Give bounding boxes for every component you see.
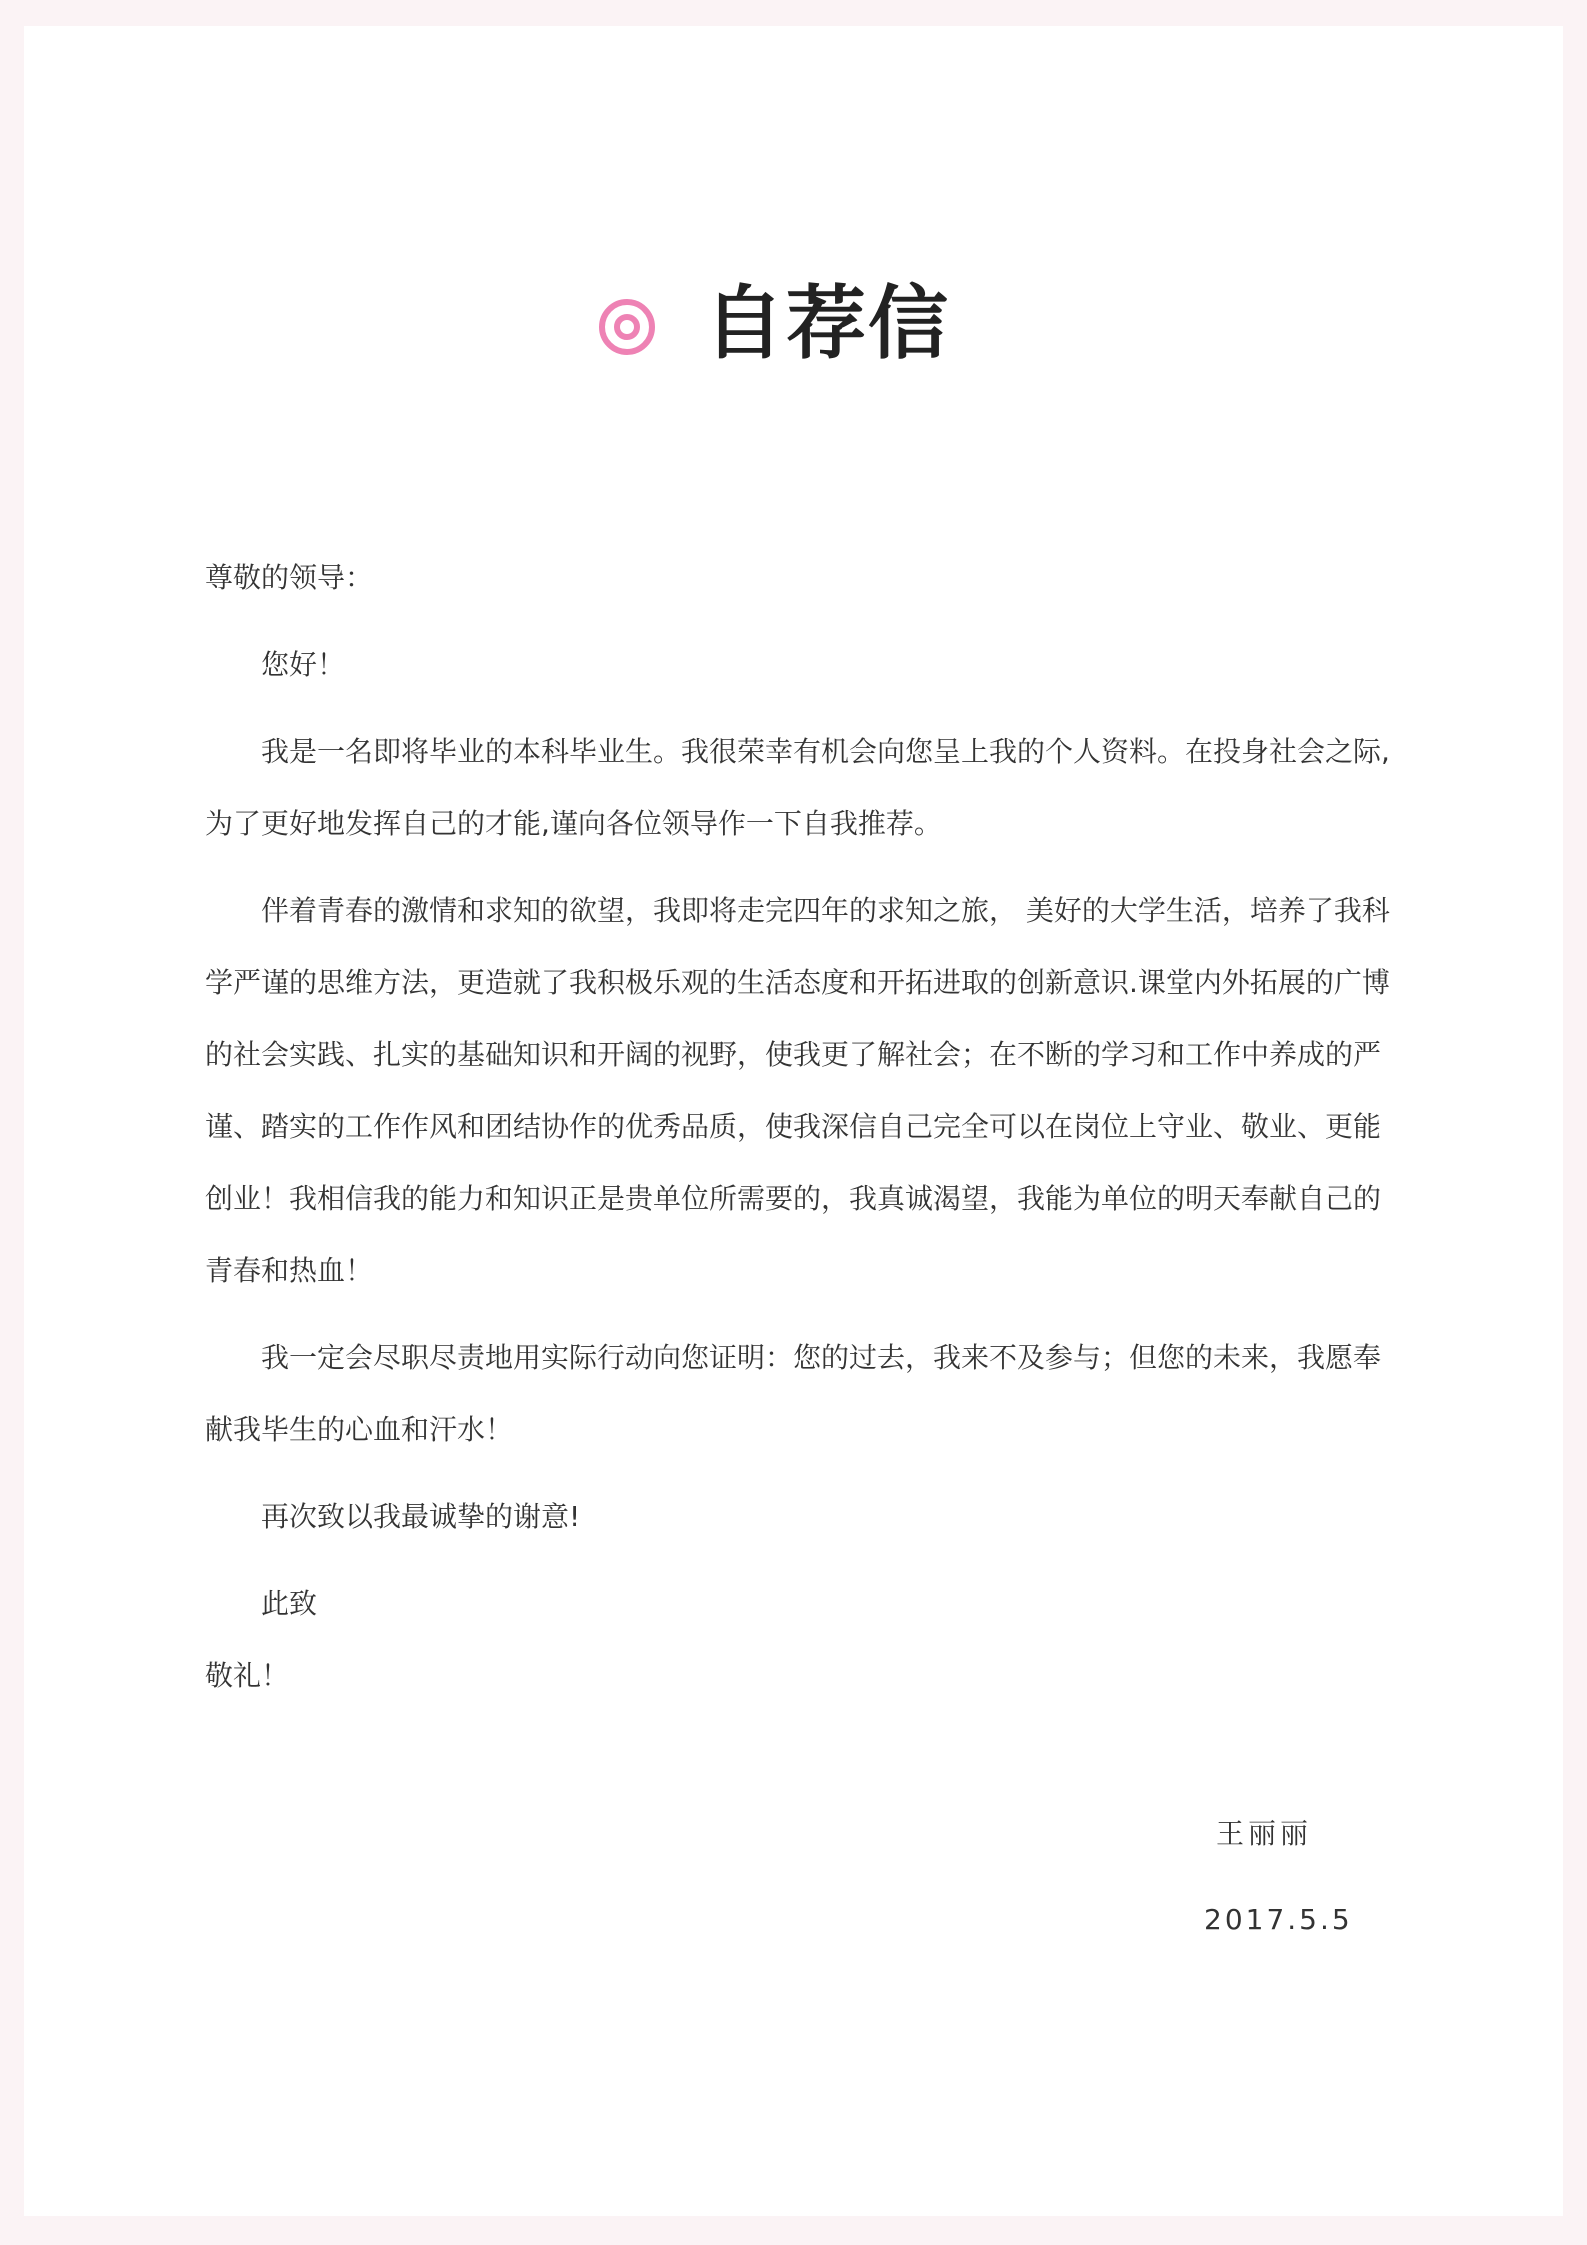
signature-block bbox=[24, 1810, 1563, 1990]
closing-line-2: 敬礼！ bbox=[205, 1659, 290, 1692]
greeting: 您好！ bbox=[261, 648, 346, 681]
title-row bbox=[24, 274, 1563, 384]
paragraph-commitment: 我一定会尽职尽责地用实际行动向您证明：您的过去，我来不及参与；但您的未来，我愿奉献我毕生的心血和汗水！ bbox=[205, 1341, 1382, 1446]
paragraph-intro: 我是一名即将毕业的本科毕业生。我很荣幸有机会向您呈上我的个人资料。在投身社会之际,为了更好地发挥自己的才能,谨向各位领导作一下自我推荐。 bbox=[205, 735, 1390, 840]
salutation: 尊敬的领导： bbox=[205, 561, 374, 594]
letter-body bbox=[205, 542, 1405, 1712]
signature-name: 王丽丽 bbox=[1216, 1817, 1313, 1850]
letter-page bbox=[24, 26, 1563, 2216]
page-title: 自荐信 bbox=[704, 277, 950, 370]
signature-date: 2017.5.5 bbox=[1204, 1903, 1353, 1936]
target-circle-icon bbox=[596, 296, 658, 358]
paragraph-experience: 伴着青春的激情和求知的欲望，我即将走完四年的求知之旅， 美好的大学生活，培养了我科学严谨的思维方法，更造就了我积极乐观的生活态度和开拓进取的创新意识.课堂内外拓展的广博的社会实践、扎实的基础知识和开阔的视野，使我更了解社会；在不断的学习和工作中养成的严谨、踏实的工作作风和团结协作的优秀品质，使我深信自己完全可以在岗位上守业、敬业、更能创业！我相信我的能力和知识正是贵单位所需要的，我真诚渴望，我能为单位的明天奉献自己的青春和热血！ bbox=[205, 894, 1390, 1287]
paragraph-thanks: 再次致以我最诚挚的谢意! bbox=[261, 1500, 581, 1533]
closing-line-1: 此致 bbox=[261, 1587, 318, 1620]
